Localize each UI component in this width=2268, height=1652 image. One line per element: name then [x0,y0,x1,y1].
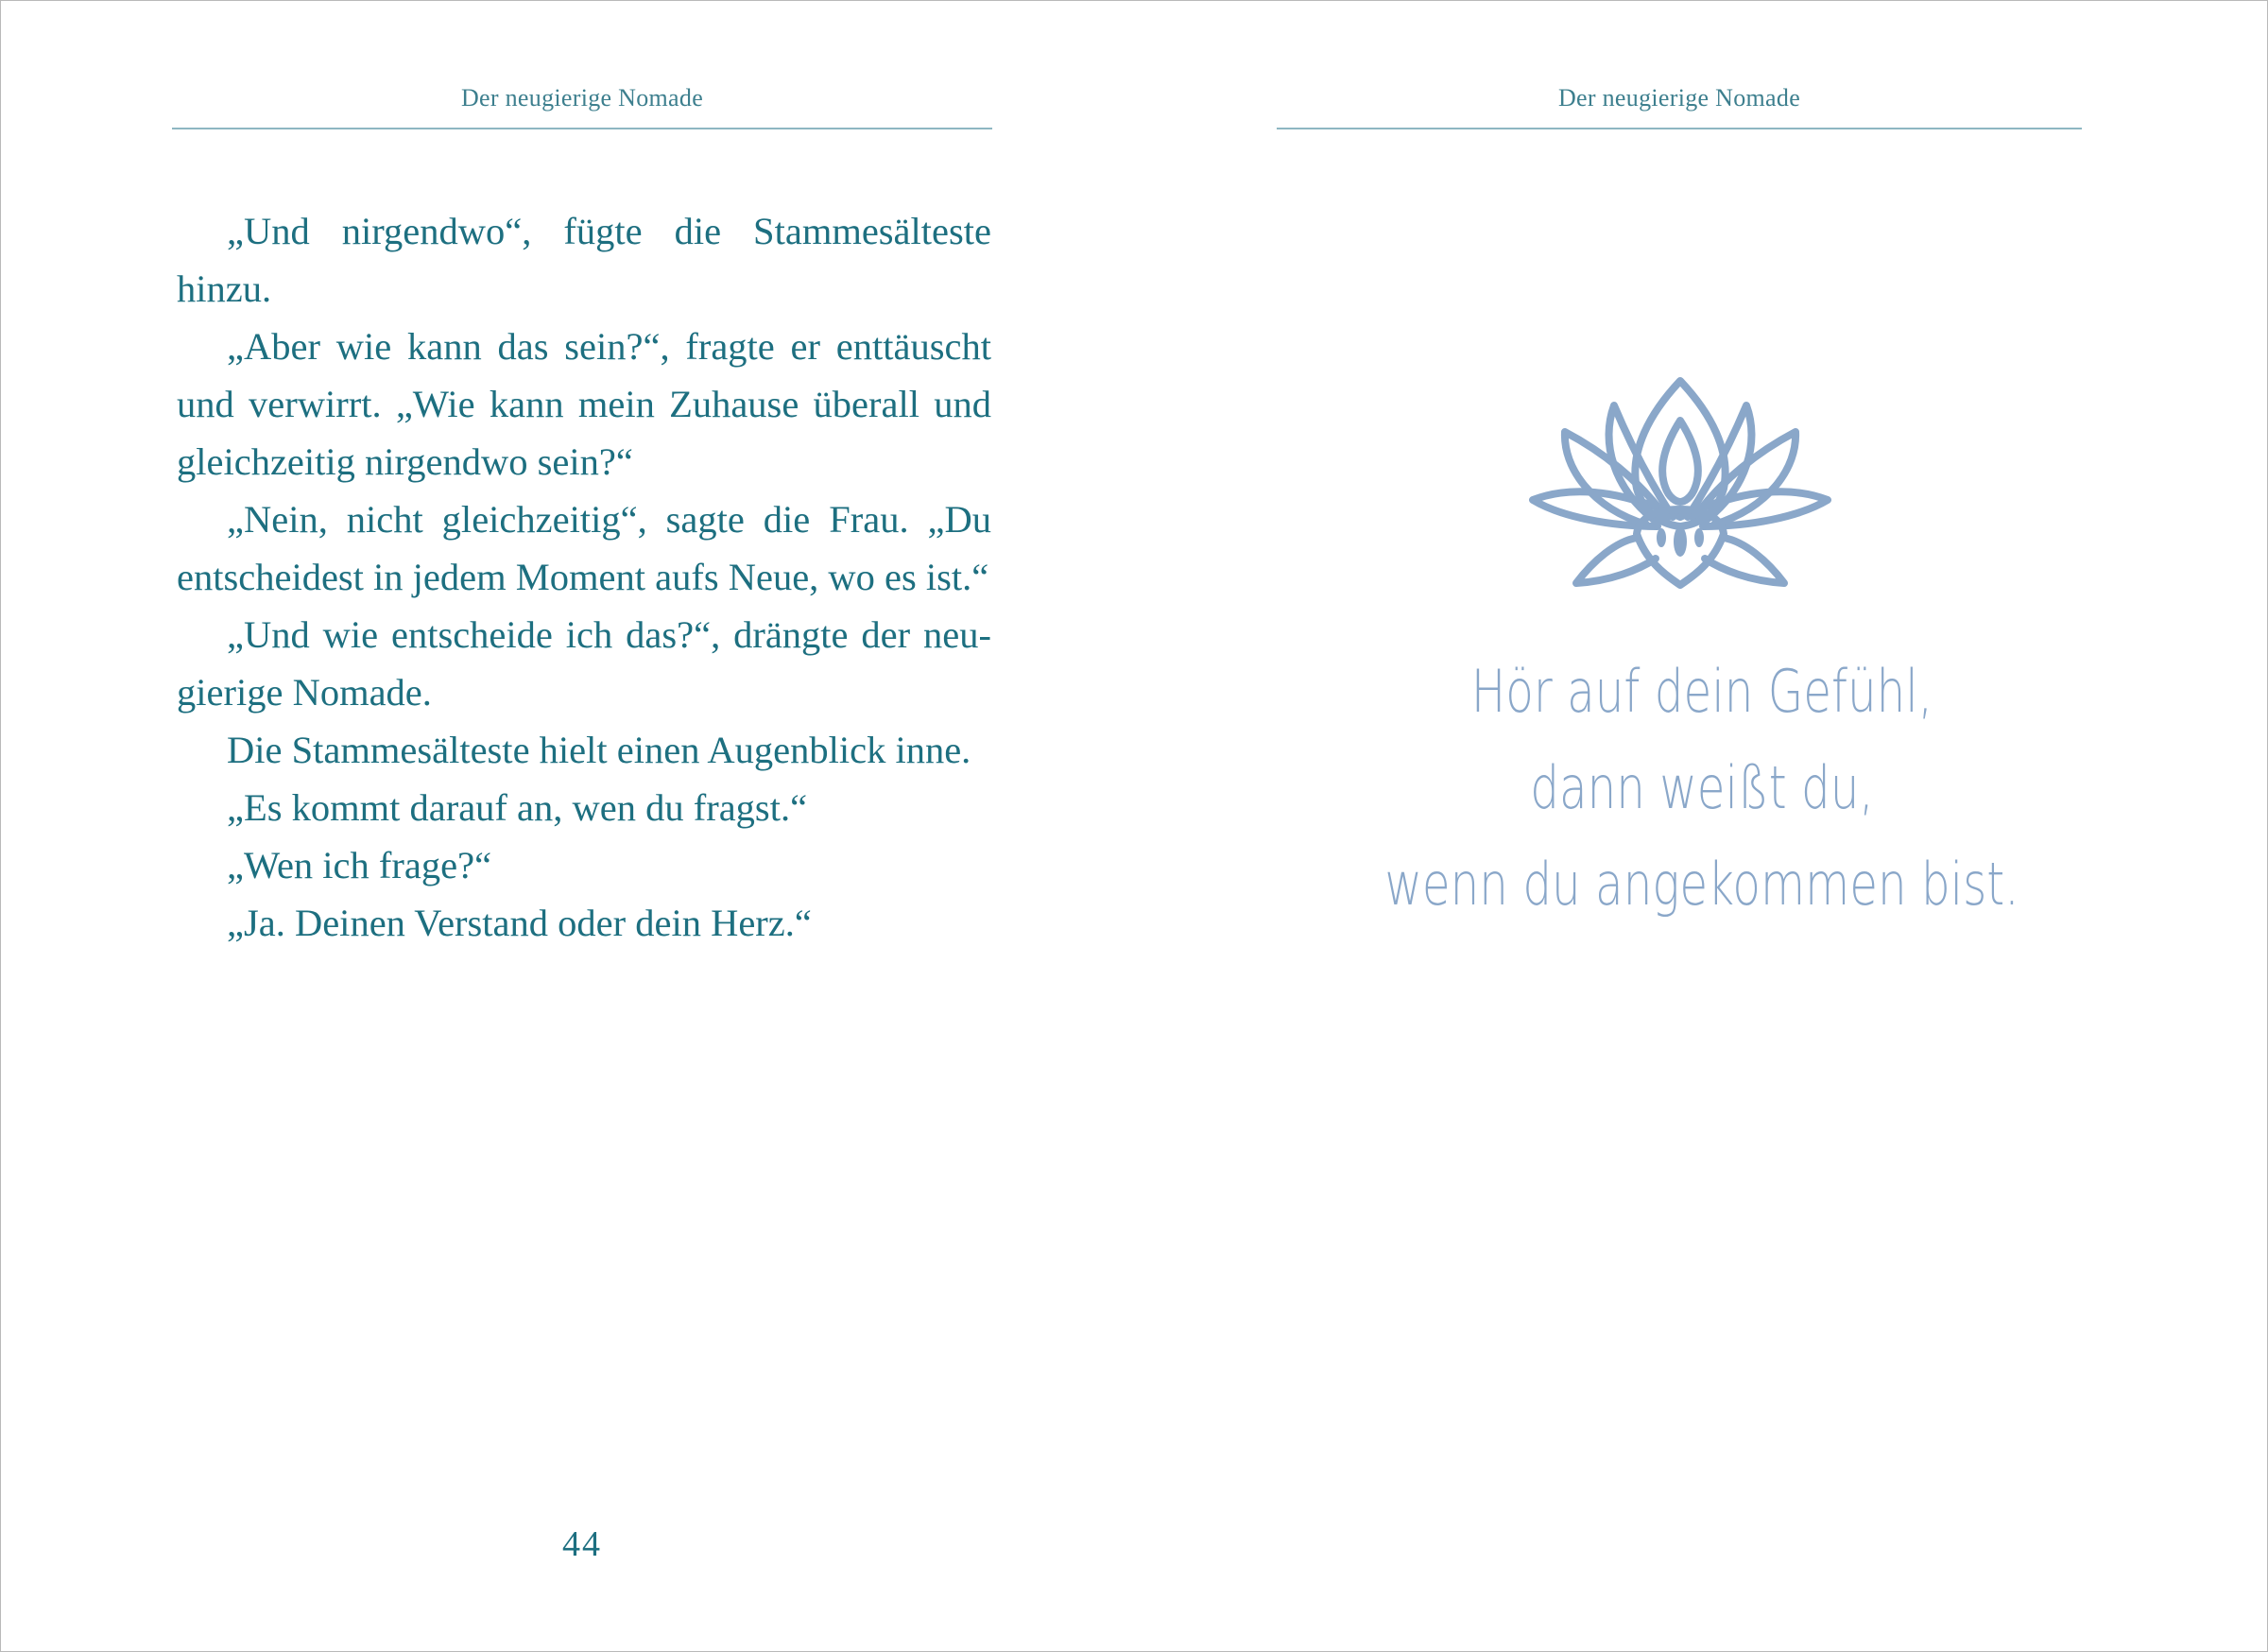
header-rule [1277,128,2082,129]
quote-line: Hör auf dein Gefühl, [1470,657,1933,726]
quote [1333,644,2070,933]
running-head: Der neugierige Nomade [460,84,704,112]
paragraph: „Ja. Deinen Verstand oder dein Herz.“ [227,902,812,944]
paragraph: Die Stammesälteste hielt einen Augenblick inne. [227,729,971,771]
right-page [1135,1,2267,1651]
paragraph: „Aber wie kann das sein?“, fragte er enttäuscht und verwirrt. „Wie kann mein Zuhause überall und gleichzeitig nirgendwo sein?“ [177,325,991,483]
body-text [177,202,991,952]
left-page [1,1,1135,1651]
running-head: Der neugierige Nomade [1557,84,1801,112]
paragraph: „Nein, nicht gleichzeitig“, sagte die Frau. „Du entscheidest in jedem Moment aufs Neue, wo es ist.“ [177,498,991,598]
paragraph: „Es kommt darauf an, wen du fragst.“ [227,786,808,829]
paragraph: „Und wie entscheide ich das?“, drängte der neugierige Nomade. [177,613,991,714]
lotus-icon [1525,375,1835,589]
quote-line: dann weißt du, [1530,753,1874,822]
paragraph: „Und nirgendwo“, fügte die Stammesälteste hinzu. [177,210,991,310]
paragraph: „Wen ich frage?“ [227,844,492,886]
quote-line: wenn du angekommen bist. [1384,850,2019,919]
header-rule [172,128,992,129]
page-number: 44 [562,1524,602,1564]
